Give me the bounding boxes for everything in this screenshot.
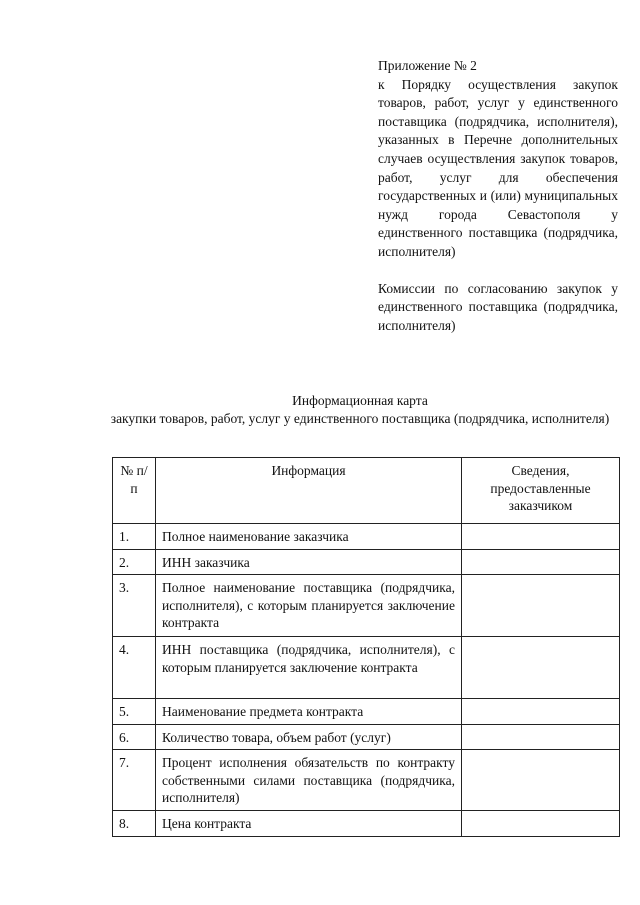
row-number: 6. bbox=[113, 724, 156, 750]
row-information: Процент исполнения обязательств по контракту собственными силами поставщика (подрядчика, исполнителя) bbox=[156, 750, 462, 811]
row-number: 1. bbox=[113, 524, 156, 550]
table-row bbox=[113, 750, 620, 811]
row-value-cell[interactable] bbox=[462, 637, 620, 699]
row-information: Полное наименование поставщика (подрядчика, исполнителя), с которым планируется заключение контракта bbox=[156, 575, 462, 637]
row-information: ИНН поставщика (подрядчика, исполнителя), с которым планируется заключение контракта bbox=[156, 637, 462, 699]
table-row bbox=[113, 637, 620, 699]
row-information: Наименование предмета контракта bbox=[156, 699, 462, 725]
appendix-number: Приложение № 2 bbox=[378, 58, 477, 73]
header-information: Информация bbox=[156, 458, 462, 524]
table-row bbox=[113, 699, 620, 725]
appendix-block bbox=[378, 57, 618, 335]
information-table bbox=[112, 457, 620, 837]
header-number: № п/п bbox=[113, 458, 156, 524]
row-value-cell[interactable] bbox=[462, 811, 620, 837]
row-value-cell[interactable] bbox=[462, 575, 620, 637]
row-value-cell[interactable] bbox=[462, 724, 620, 750]
table-row bbox=[113, 811, 620, 837]
commission-addressee: Комиссии по согласованию закупок у единственного поставщика (подрядчика, исполнителя) bbox=[378, 280, 618, 333]
header-provided-info: Сведения, предоставленные заказчиком bbox=[462, 458, 620, 524]
table-row bbox=[113, 549, 620, 575]
table-row bbox=[113, 724, 620, 750]
table-header-row bbox=[113, 458, 620, 524]
appendix-reference: к Порядку осуществления закупок товаров, работ, услуг у единственного поставщика (подрядчика, исполнителя), указанных в Перечне дополнительных случаев осуществления закупок товаров, работ, услуг для обеспечения государственных и (или) муниципальных нужд города Севастополя у единственного поставщика (подрядчика, исполнителя) bbox=[378, 76, 618, 259]
row-value-cell[interactable] bbox=[462, 549, 620, 575]
row-information: Цена контракта bbox=[156, 811, 462, 837]
row-value-cell[interactable] bbox=[462, 524, 620, 550]
row-number: 2. bbox=[113, 549, 156, 575]
row-number: 5. bbox=[113, 699, 156, 725]
card-subtitle: закупки товаров, работ, услуг у единственного поставщика (подрядчика, исполнителя) bbox=[110, 411, 610, 426]
row-information: Количество товара, объем работ (услуг) bbox=[156, 724, 462, 750]
row-number: 3. bbox=[113, 575, 156, 637]
card-heading bbox=[100, 392, 620, 428]
row-number: 4. bbox=[113, 637, 156, 699]
table-row bbox=[113, 524, 620, 550]
card-title: Информационная карта bbox=[292, 393, 428, 408]
row-information: Полное наименование заказчика bbox=[156, 524, 462, 550]
row-number: 8. bbox=[113, 811, 156, 837]
row-number: 7. bbox=[113, 750, 156, 811]
row-value-cell[interactable] bbox=[462, 699, 620, 725]
row-value-cell[interactable] bbox=[462, 750, 620, 811]
table-row bbox=[113, 575, 620, 637]
row-information: ИНН заказчика bbox=[156, 549, 462, 575]
